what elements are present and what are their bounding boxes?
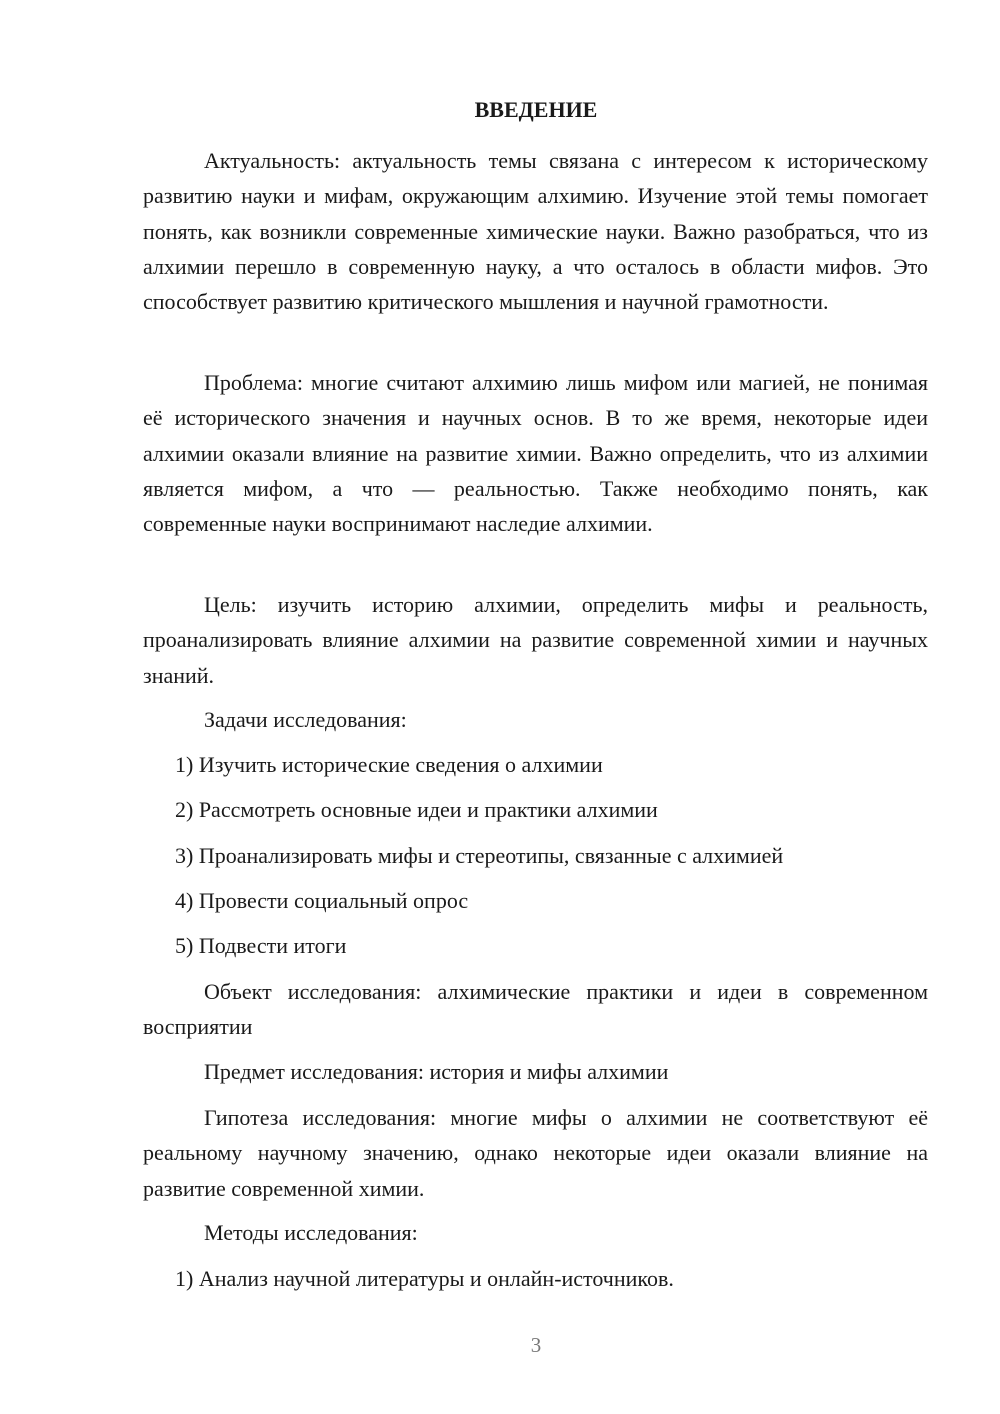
method-item: 1) Анализ научной литературы и онлайн-источников.	[175, 1266, 674, 1291]
tasks-heading: Задачи исследования:	[204, 707, 407, 732]
problem-paragraph: Проблема: многие считают алхимию лишь мифом или магией, не понимая её исторического значения и научных основ. В то же время, некоторые идеи алхимии оказали влияние на развитие химии. Важно определить, что из алхимии является мифом, а что — реальностью. Также необходимо понять, как современные науки воспринимают наследие алхимии.	[143, 370, 928, 537]
task-item: 2) Рассмотреть основные идеи и практики алхимии	[175, 797, 658, 822]
task-item: 1) Изучить исторические сведения о алхимии	[175, 752, 603, 777]
object-paragraph: Объект исследования: алхимические практики и идеи в современном восприятии	[143, 979, 928, 1040]
page-title: ВВЕДЕНИЕ	[474, 97, 598, 122]
task-item: 4) Провести социальный опрос	[175, 888, 469, 913]
hypothesis-paragraph: Гипотеза исследования: многие мифы о алхимии не соответствуют её реальному научному значению, однако некоторые идеи оказали влияние на развитие современной химии.	[143, 1105, 928, 1201]
relevance-paragraph: Актуальность: актуальность темы связана с интересом к историческому развитию науки и мифам, окружающим алхимию. Изучение этой темы помогает понять, как возникли современные химические науки. Важно разобраться, что из алхимии перешло в современную науку, а что осталось в области мифов. Это способствует развитию критического мышления и научной грамотности.	[143, 148, 928, 315]
page-number: 3	[530, 1333, 542, 1357]
subject-paragraph: Предмет исследования: история и мифы алхимии	[204, 1059, 669, 1084]
task-item: 3) Проанализировать мифы и стереотипы, связанные с алхимией	[175, 843, 784, 868]
methods-heading: Методы исследования:	[204, 1220, 418, 1245]
task-item: 5) Подвести итоги	[175, 933, 347, 958]
goal-paragraph: Цель: изучить историю алхимии, определить мифы и реальность, проанализировать влияние алхимии на развитие современной химии и научных знаний.	[143, 592, 928, 688]
